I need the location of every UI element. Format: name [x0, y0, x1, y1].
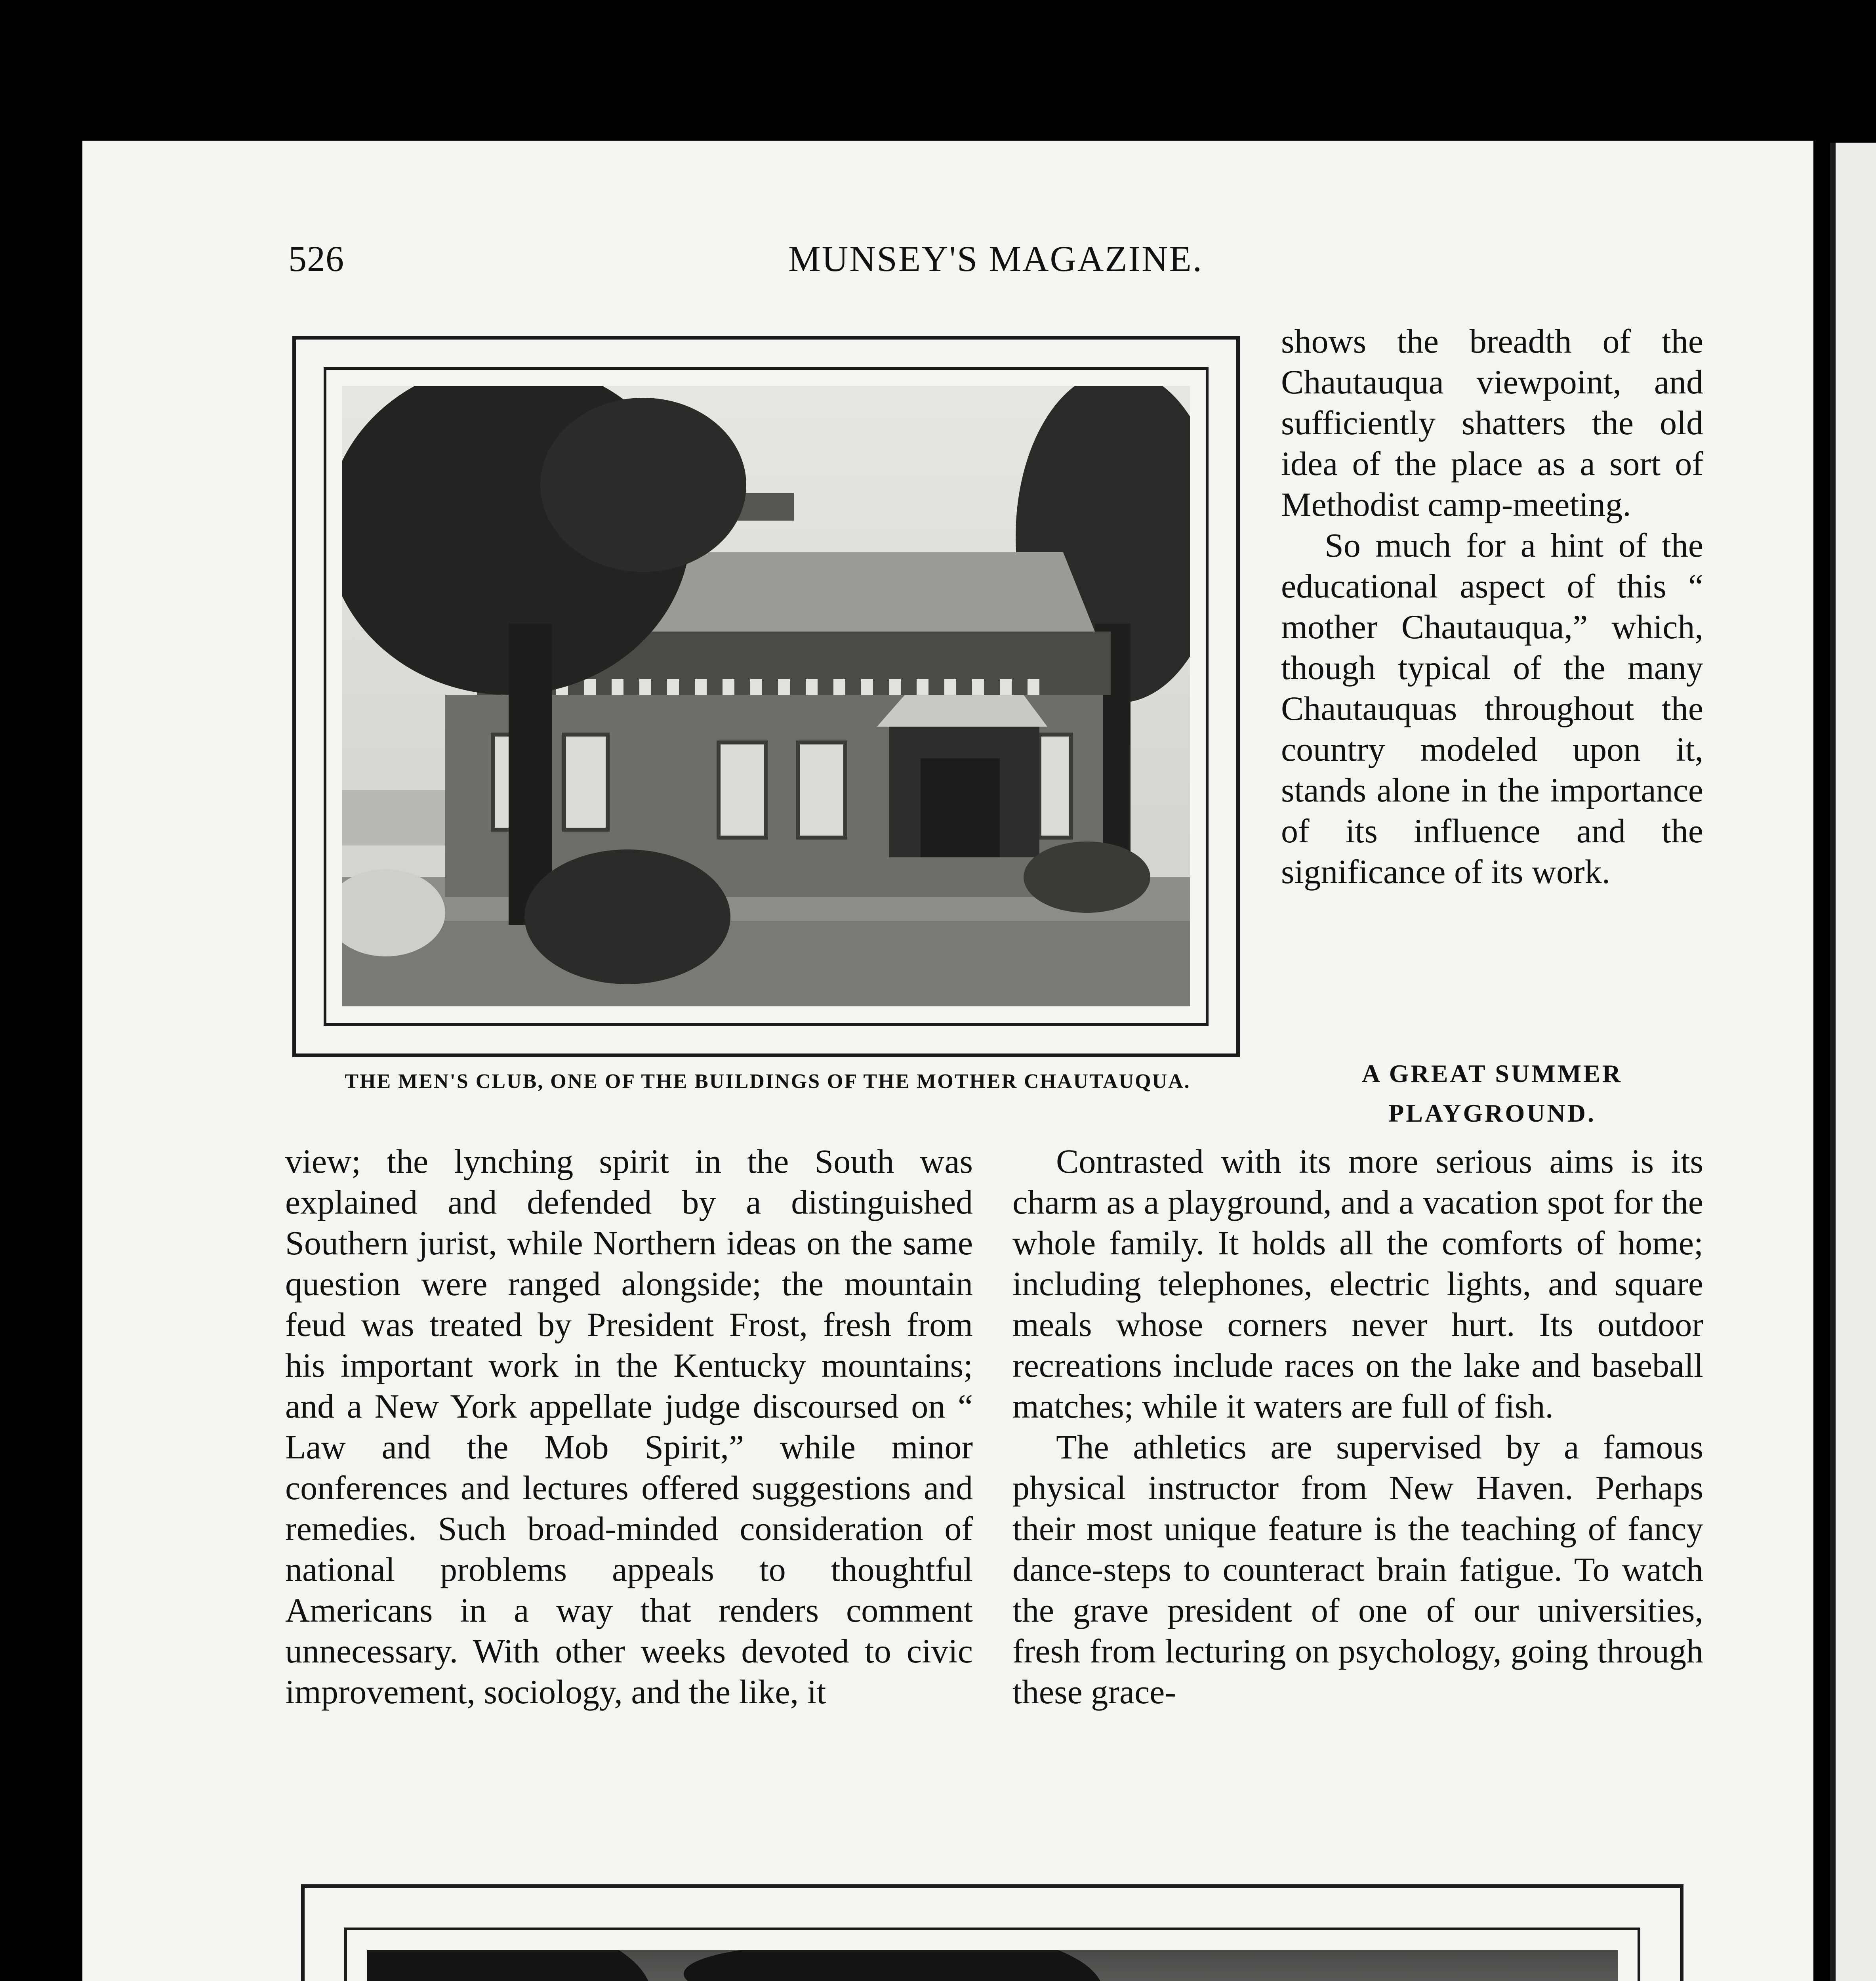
section-heading: A GREAT SUMMER PLAYGROUND.: [1362, 1059, 1622, 1127]
figure-top-inner-frame: [324, 367, 1209, 1026]
moonlight-lake-photo: [367, 1950, 1618, 1981]
figure-bottom-inner-frame: [344, 1928, 1640, 1981]
mens-club-photo: [342, 386, 1190, 1006]
right-column: [1012, 1141, 1703, 1712]
paragraph: shows the breadth of the Chautauqua viewpoint, and sufficiently shatters the old idea of the place as a sort of Methodist camp-meeting.: [1281, 322, 1703, 523]
figure-top-frame: [292, 336, 1240, 1057]
paragraph: The athletics are supervised by a famous physical instructor from New Haven. Perhaps their most unique feature is the teaching of fancy dance-steps to counteract brain fatigue. To watch the grave president of one of our universities, fresh from lecturing on psychology, going through these grace-: [1012, 1428, 1703, 1711]
mens-club-photo-image: [342, 386, 1190, 1006]
paragraph: view; the lynching spirit in the South was explained and defended by a distinguished Southern jurist, while Northern ideas on the same question were ranged alongside; the mountain feud was treated by President Frost, fresh from his important work in the Kentucky mountains; and a New York appellate judge discoursed on “ Law and the Mob Spirit,” while minor conferences and lectures offered suggestions and remedies. Such broad-minded consideration of national problems appeals to thoughtful Americans in a way that renders comment unnecessary. With other weeks devoted to civic improvement, sociology, and the like, it: [285, 1142, 973, 1711]
figure-bottom-frame: [301, 1884, 1683, 1981]
left-column: [285, 1141, 973, 1712]
running-head: MUNSEY'S MAGAZINE.: [788, 239, 1203, 279]
moonlight-lake-photo-image: [367, 1950, 1618, 1981]
page-number: 526: [288, 239, 344, 279]
next-page-edge: [1830, 143, 1876, 1981]
paragraph: So much for a hint of the educational aspect of this “ mother Chautauqua,” which, though typical of the many Chautauquas throughout the country modeled upon it, stands alone in the importance of its influence and the significance of its work.: [1281, 526, 1703, 891]
top-right-column: [1281, 321, 1703, 892]
paragraph: Contrasted with its more serious aims is its charm as a playground, and a vacation spot for the whole family. It holds all the comforts of home; including telephones, electric lights, and square meals whose corners never hurt. Its outdoor recreations include races on the lake and baseball matches; while it waters are full of fish.: [1012, 1142, 1703, 1425]
figure-top-caption: THE MEN'S CLUB, ONE OF THE BUILDINGS OF THE MOTHER CHAUTAUQUA.: [345, 1070, 1191, 1093]
